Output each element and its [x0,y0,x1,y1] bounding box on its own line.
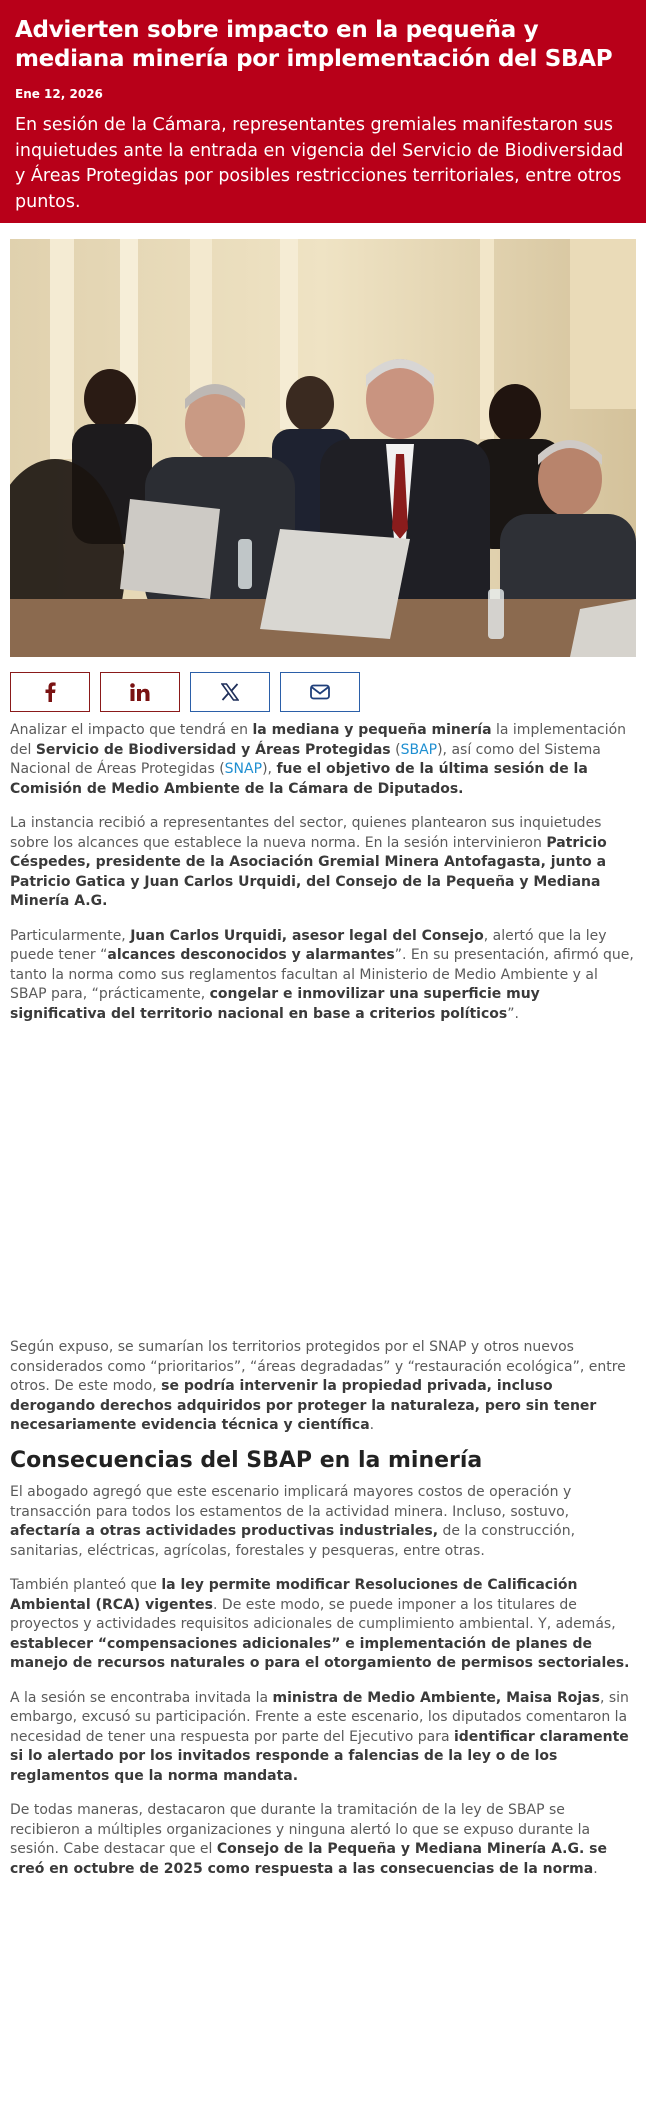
paragraph-2: La instancia recibió a representantes del sector, quienes plantearon sus inquietudes sobre los alcances que establece la nueva norma. En la sesión intervinieron Patricio Céspedes, presidente de la Asociación Gremial Minera Antofagasta, junto a Patricio Gatica y Juan Carlos Urquidi, del Consejo de la Pequeña y Mediana Minería A.G. [10,815,607,909]
paragraph-8: De todas maneras, destacaron que durante la tramitación de la ley de SBAP se recibieron a múltiples organizaciones y ninguna alertó lo que se expuso durante la sesión. Cabe destacar que el Consejo de la Pequeña y Mediana Minería A.G. se creó en octubre de 2025 como respuesta a las consecuencias de la norma. [10,1802,607,1877]
article-date: Ene 12, 2026 [15,87,103,101]
paragraph-6: También planteó que la ley permite modificar Resoluciones de Calificación Ambiental (RCA) vigentes. De este modo, se puede imponer a los titulares de proyectos y actividades requisitos adicionales de cumplimiento ambiental. Y, además, establecer “compensaciones adicionales” e implementación de planes de manejo de recursos naturales o para el otorgamiento de permisos sectoriales. [10,1577,630,1671]
paragraph-3: Particularmente, Juan Carlos Urquidi, asesor legal del Consejo, alertó que la ley puede tener “alcances desconocidos y alarmantes”. En su presentación, afirmó que, tanto la norma como sus reglamentos facultan al Ministerio de Medio Ambiente y al SBAP para, “prácticamente, congelar e inmovilizar una superficie muy significativa del territorio nacional en base a criterios políticos”. [10,927,634,1022]
share-linkedin-button[interactable] [100,672,180,712]
article-title: Advierten sobre impacto en la pequeña y mediana minería por implementación del SBAP [15,17,613,72]
article-lead: En sesión de la Cámara, representantes gremiales manifestaron sus inquietudes ante la entrada en vigencia del Servicio de Biodiversidad y Áreas Protegidas por posibles restricciones territoriales, entre otros puntos. [15,115,624,212]
paragraph-5: El abogado agregó que este escenario implicará mayores costos de operación y transacción para todos los estamentos de la actividad minera. Incluso, sostuvo, afectaría a otras actividades productivas industriales, de la construcción, sanitarias, eléctricas, agrícolas, forestales y pesqueras, entre otras. [10,1484,576,1559]
share-email-button[interactable] [280,672,360,712]
x-icon [221,683,239,701]
paragraph-1: Analizar el impacto que tendrá en la mediana y pequeña minería la implementación del Servicio de Biodiversidad y Áreas Protegidas (SBAP), así como del Sistema Nacional de Áreas Protegidas (SNAP), fue el objetivo de la última sesión de la Comisión de Medio Ambiente de la Cámara de Diputados. [10,722,627,797]
share-facebook-button[interactable] [10,672,90,712]
section-heading: Consecuencias del SBAP en la minería [10,1448,483,1473]
committee-session-photo-icon [10,239,636,657]
article-photo [10,239,636,657]
snap-link[interactable]: SNAP [224,761,263,777]
email-icon [310,684,330,700]
article-body-part1 [10,721,638,1039]
paragraph-4: Según expuso, se sumarían los territorios protegidos por el SNAP y otros nuevos considerados como “prioritarios”, “áreas degradadas” y “restauración ecológica”, entre otros. De este modo, se podría intervenir la propiedad privada, incluso derogando derechos adquiridos por proteger la naturaleza, pero sin tener necesariamente evidencia técnica y científica. [10,1339,626,1433]
article-header [0,0,646,223]
linkedin-icon [130,683,150,701]
share-x-button[interactable] [190,672,270,712]
facebook-icon [43,682,57,702]
paragraph-7: A la sesión se encontraba invitada la ministra de Medio Ambiente, Maisa Rojas, sin embargo, excusó su participación. Frente a este escenario, los diputados comentaron la necesidad de tener una respuesta por parte del Ejecutivo para identificar claramente si lo alertado por los invitados responde a falencias de la ley o de los reglamentos que la norma mandata. [10,1689,629,1784]
share-bar [10,672,360,712]
article-body-part2 [10,1338,638,1451]
article-body-part3 [10,1483,638,1894]
sbap-link[interactable]: SBAP [400,741,438,758]
